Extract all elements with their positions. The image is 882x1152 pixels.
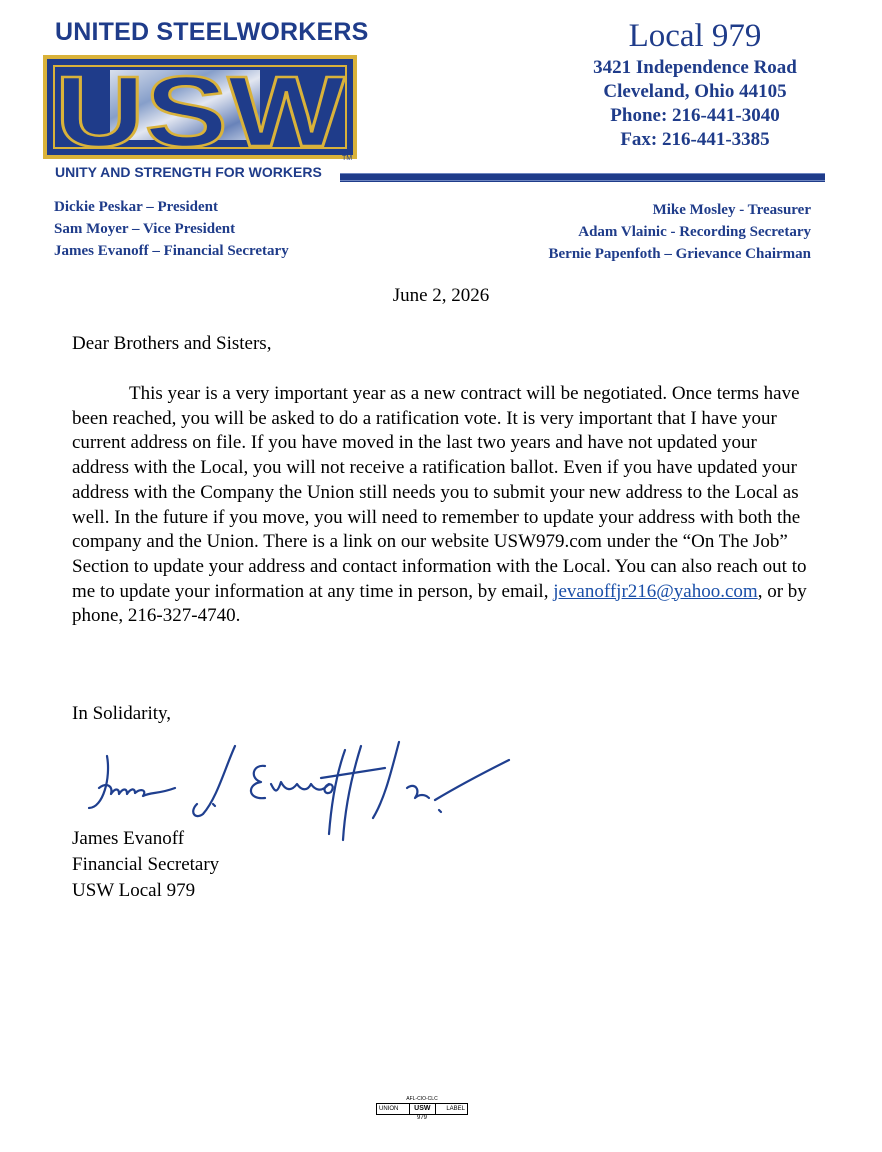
header-divider-thin: [340, 181, 825, 182]
letter-body-end: , or by phone, 216-327-4740.: [72, 580, 807, 627]
letter-body-text: This year is a very important year as a new contract will be negotiated. Once terms have been reached, you will be asked to do a ratification vote. It is very important that I have your current address on file. If you have moved in the last two years and have not updated your address with the Local, you will not receive a ratification ballot. Even if you have updated your address with the Company the Union still needs you to submit your new address to the Local as well. In the future if you move, you will need to remember to update your address with both the company and the Union. There is a link on our website USW979.com under the “On The Job” Section to update your address and contact information with the Local. You can also reach out to me to update your information at any time in person, by email,: [72, 383, 807, 602]
officer-grievance-chairman: Bernie Papenfoth – Grievance Chairman: [548, 246, 811, 262]
logo-letters: USW: [55, 56, 346, 162]
signer-org: USW Local 979: [72, 880, 196, 901]
org-name: UNITED STEELWORKERS: [55, 18, 369, 46]
officer-treasurer: Mike Mosley - Treasurer: [652, 202, 811, 218]
signer-block: [72, 826, 219, 904]
letter-body: [72, 382, 812, 629]
letter-closing: In Solidarity,: [72, 703, 172, 724]
email-link[interactable]: jevanoffjr216@yahoo.com: [553, 580, 758, 602]
officer-vice-president: Sam Moyer – Vice President: [54, 221, 236, 237]
union-label-top: AFL-CIO-CLC: [406, 1096, 438, 1102]
trademark-mark: TM: [342, 155, 353, 162]
officer-recording-secretary: Adam Vlainic - Recording Secretary: [578, 224, 811, 240]
officers-list-left: [54, 196, 289, 262]
local-phone: Phone: 216-441-3040: [610, 105, 780, 126]
officers-list-right: [549, 199, 811, 265]
letter-greeting: Dear Brothers and Sisters,: [72, 333, 272, 354]
officer-president: Dickie Peskar – President: [54, 199, 219, 215]
union-label-left: UNION: [379, 1106, 399, 1112]
local-address-line1: 3421 Independence Road: [593, 57, 797, 78]
union-label-bug: [376, 1096, 468, 1128]
union-label-center: USW: [409, 1104, 435, 1114]
union-label-right: LABEL: [446, 1106, 465, 1112]
letter-date: June 2, 2026: [392, 285, 490, 306]
signer-name: James Evanoff: [72, 828, 185, 849]
union-label-number: 979: [416, 1115, 427, 1121]
local-contact-block: [560, 16, 830, 152]
local-address-line2: Cleveland, Ohio 44105: [603, 81, 787, 102]
usw-logo: [40, 52, 360, 162]
tagline: UNITY AND STRENGTH FOR WORKERS: [55, 164, 322, 180]
signer-title: Financial Secretary: [72, 854, 220, 875]
officer-financial-secretary: James Evanoff – Financial Secretary: [54, 243, 289, 259]
header-divider: [340, 173, 825, 181]
local-title: Local 979: [628, 18, 762, 54]
union-label-box: [376, 1103, 468, 1115]
local-fax: Fax: 216-441-3385: [620, 129, 770, 150]
